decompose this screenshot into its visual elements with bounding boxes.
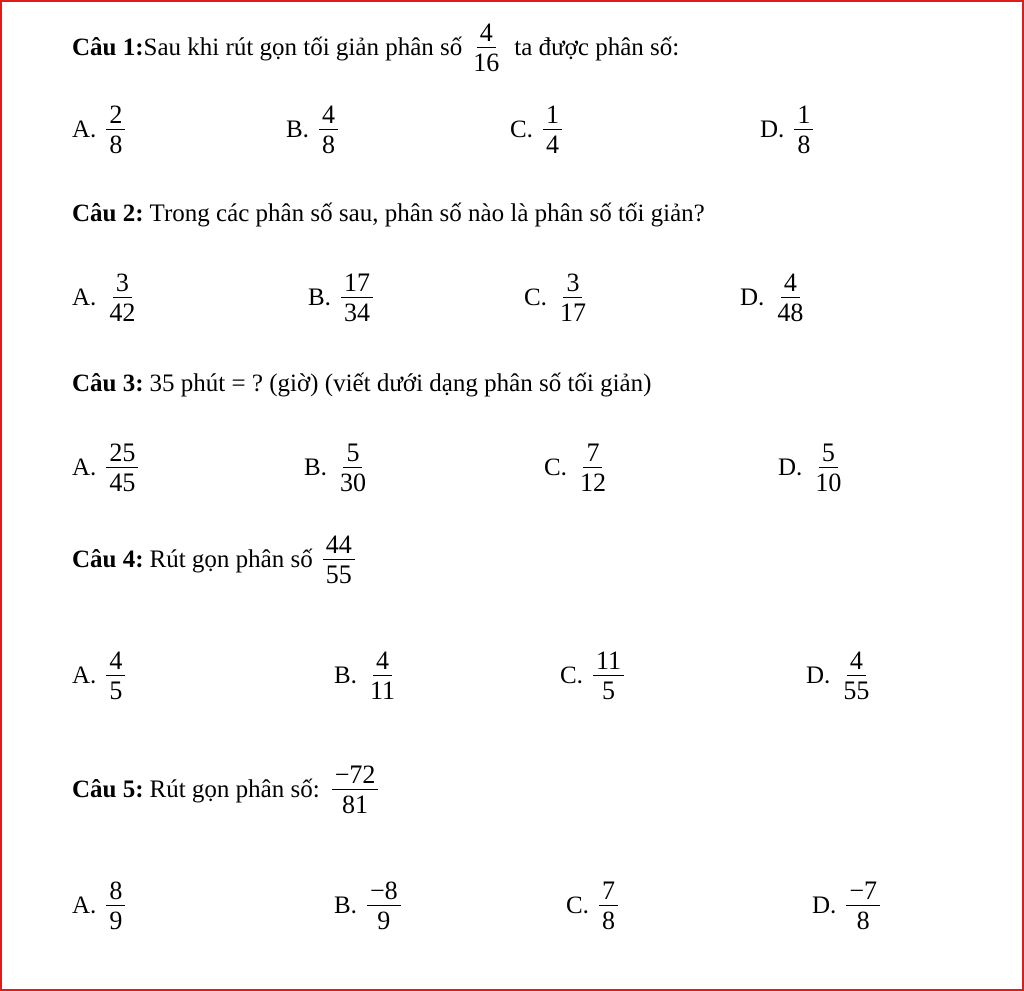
option-d bbox=[778, 438, 844, 497]
fraction-denominator: 42 bbox=[109, 298, 136, 328]
option-b bbox=[334, 646, 398, 705]
option-letter: B. bbox=[286, 115, 309, 143]
option-c bbox=[544, 438, 609, 497]
fraction-denominator: 81 bbox=[342, 790, 369, 820]
option-fraction bbox=[840, 646, 872, 705]
question-text: Rút gọn phân số bbox=[149, 545, 313, 573]
option-letter: B. bbox=[334, 661, 357, 689]
option-d bbox=[806, 646, 872, 705]
fraction-numerator: 3 bbox=[563, 268, 582, 298]
option-fraction bbox=[577, 438, 609, 497]
question-2 bbox=[72, 200, 705, 228]
fraction-denominator: 30 bbox=[339, 468, 366, 498]
question-label: Câu 3: bbox=[72, 370, 144, 397]
fraction-numerator: 2 bbox=[106, 100, 125, 130]
option-fraction bbox=[106, 268, 138, 327]
fraction-numerator: 1 bbox=[794, 100, 813, 130]
fraction-numerator: 4 bbox=[319, 100, 338, 130]
fraction-numerator: −8 bbox=[367, 876, 401, 906]
question-text: Trong các phân số sau, phân số nào là phân số tối giản? bbox=[149, 200, 705, 227]
question-fraction bbox=[470, 18, 502, 77]
fraction-denominator: 5 bbox=[601, 676, 615, 706]
option-a bbox=[72, 876, 125, 935]
option-fraction bbox=[812, 438, 844, 497]
question-fraction bbox=[332, 760, 379, 819]
question-4 bbox=[72, 530, 355, 589]
fraction-denominator: 17 bbox=[559, 298, 586, 328]
fraction-denominator: 55 bbox=[325, 560, 352, 590]
option-fraction bbox=[367, 876, 401, 935]
fraction-numerator: 1 bbox=[543, 100, 562, 130]
fraction-numerator: 17 bbox=[341, 268, 373, 298]
option-letter: D. bbox=[760, 115, 785, 143]
option-b bbox=[286, 100, 338, 159]
fraction-denominator: 55 bbox=[843, 676, 870, 706]
question-label: Câu 2: bbox=[72, 200, 144, 227]
option-fraction bbox=[599, 876, 618, 935]
fraction-numerator: 44 bbox=[323, 530, 355, 560]
question-5 bbox=[72, 760, 378, 819]
option-c bbox=[566, 876, 618, 935]
option-fraction bbox=[106, 100, 125, 159]
fraction-denominator: 5 bbox=[109, 676, 123, 706]
option-letter: C. bbox=[524, 283, 547, 311]
option-fraction bbox=[106, 876, 125, 935]
option-letter: A. bbox=[72, 891, 97, 919]
fraction-numerator: 5 bbox=[343, 438, 362, 468]
option-a bbox=[72, 100, 125, 159]
fraction-numerator: 4 bbox=[106, 646, 125, 676]
fraction-denominator: 12 bbox=[579, 468, 606, 498]
option-b bbox=[304, 438, 369, 497]
option-fraction bbox=[106, 438, 138, 497]
option-letter: B. bbox=[334, 891, 357, 919]
option-a bbox=[72, 646, 125, 705]
option-d bbox=[740, 268, 806, 327]
fraction-denominator: 4 bbox=[545, 130, 559, 160]
option-fraction bbox=[846, 876, 880, 935]
fraction-denominator: 45 bbox=[109, 468, 136, 498]
fraction-numerator: 8 bbox=[106, 876, 125, 906]
fraction-denominator: 9 bbox=[109, 906, 123, 936]
fraction-numerator: 25 bbox=[106, 438, 138, 468]
question-label: Câu 5: bbox=[72, 775, 144, 803]
option-letter: C. bbox=[566, 891, 589, 919]
fraction-denominator: 8 bbox=[321, 130, 335, 160]
option-letter: A. bbox=[72, 453, 97, 481]
fraction-numerator: −7 bbox=[846, 876, 880, 906]
fraction-denominator: 10 bbox=[815, 468, 842, 498]
option-letter: A. bbox=[72, 283, 97, 311]
option-fraction bbox=[543, 100, 562, 159]
fraction-denominator: 11 bbox=[369, 676, 395, 706]
option-a bbox=[72, 268, 138, 327]
option-letter: D. bbox=[740, 283, 765, 311]
option-fraction bbox=[337, 438, 369, 497]
fraction-denominator: 8 bbox=[856, 906, 870, 936]
fraction-numerator: 11 bbox=[593, 646, 624, 676]
option-letter: A. bbox=[72, 115, 97, 143]
question-text: Rút gọn phân số: bbox=[149, 775, 320, 803]
question-text: 35 phút = ? (giờ) (viết dưới dạng phân số tối giản) bbox=[149, 370, 652, 397]
fraction-numerator: 4 bbox=[373, 646, 392, 676]
option-letter: D. bbox=[806, 661, 831, 689]
question-label: Câu 1: bbox=[72, 33, 144, 61]
option-a bbox=[72, 438, 138, 497]
option-b bbox=[334, 876, 401, 935]
question-text-after: ta được phân số: bbox=[514, 33, 680, 61]
option-fraction bbox=[367, 646, 398, 705]
option-fraction bbox=[774, 268, 806, 327]
fraction-numerator: 4 bbox=[477, 18, 496, 48]
option-letter: C. bbox=[544, 453, 567, 481]
fraction-denominator: 8 bbox=[797, 130, 811, 160]
fraction-numerator: 4 bbox=[847, 646, 866, 676]
option-fraction bbox=[341, 268, 373, 327]
option-letter: C. bbox=[560, 661, 583, 689]
fraction-denominator: 48 bbox=[777, 298, 804, 328]
question-fraction bbox=[323, 530, 355, 589]
fraction-numerator: 4 bbox=[781, 268, 800, 298]
fraction-denominator: 9 bbox=[377, 906, 391, 936]
option-fraction bbox=[319, 100, 338, 159]
option-fraction bbox=[557, 268, 589, 327]
fraction-denominator: 8 bbox=[109, 130, 123, 160]
fraction-numerator: −72 bbox=[332, 760, 379, 790]
option-letter: D. bbox=[778, 453, 803, 481]
option-d bbox=[760, 100, 813, 159]
option-letter: D. bbox=[812, 891, 837, 919]
question-1 bbox=[72, 18, 679, 77]
option-letter: B. bbox=[308, 283, 331, 311]
question-text: Sau khi rút gọn tối giản phân số bbox=[143, 33, 463, 61]
fraction-denominator: 34 bbox=[343, 298, 370, 328]
fraction-denominator: 16 bbox=[473, 48, 500, 78]
option-c bbox=[560, 646, 624, 705]
question-label: Câu 4: bbox=[72, 545, 144, 573]
option-fraction bbox=[106, 646, 125, 705]
option-letter: B. bbox=[304, 453, 327, 481]
option-b bbox=[308, 268, 373, 327]
fraction-numerator: 5 bbox=[819, 438, 838, 468]
option-c bbox=[524, 268, 589, 327]
option-fraction bbox=[794, 100, 813, 159]
option-d bbox=[812, 876, 880, 935]
option-fraction bbox=[593, 646, 624, 705]
fraction-numerator: 7 bbox=[583, 438, 602, 468]
question-3 bbox=[72, 370, 651, 398]
option-c bbox=[510, 100, 562, 159]
fraction-numerator: 7 bbox=[599, 876, 618, 906]
option-letter: A. bbox=[72, 661, 97, 689]
option-letter: C. bbox=[510, 115, 533, 143]
fraction-denominator: 8 bbox=[601, 906, 615, 936]
fraction-numerator: 3 bbox=[113, 268, 132, 298]
